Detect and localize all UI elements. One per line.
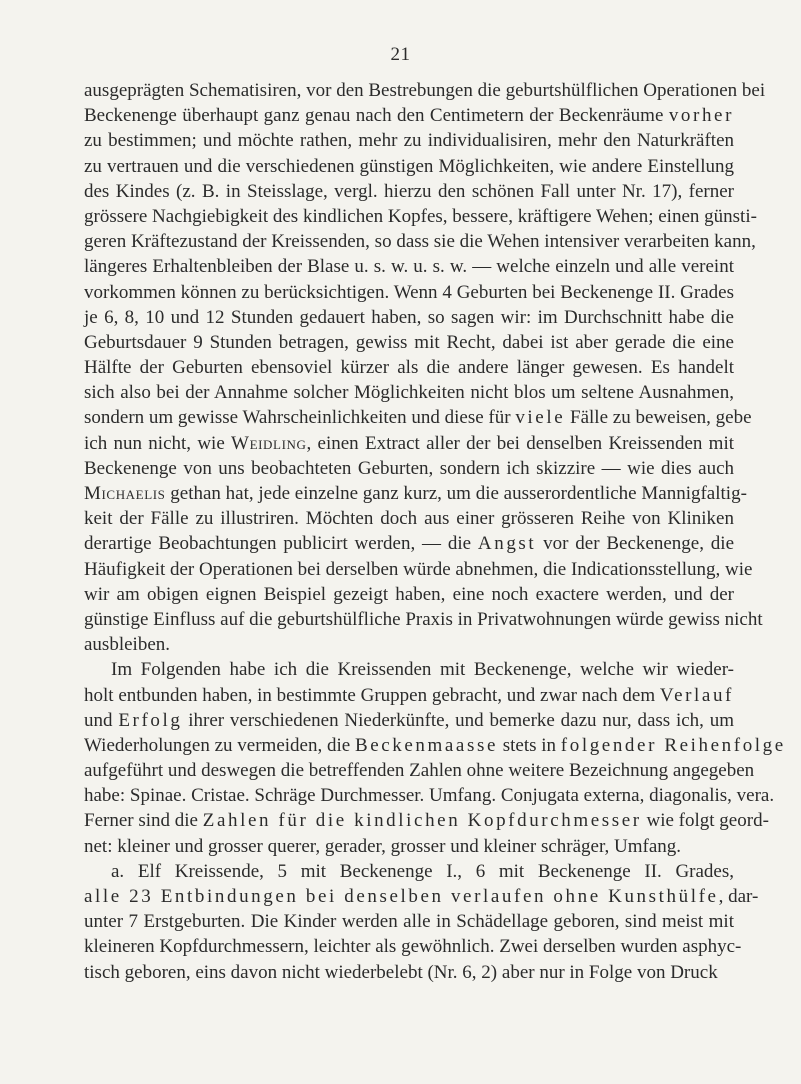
text-line	[84, 204, 757, 229]
text-line	[84, 355, 734, 380]
text-run: je 6, 8, 10 und 12 Stunden gedauert haben, so sagen wir: im Durchschnitt habe die	[84, 306, 734, 328]
text-run: ausbleiben.	[84, 634, 171, 656]
text-run: unter 7 Erstgeburten. Die Kinder werden alle in Schädellage geboren, sind meist mit	[84, 911, 734, 933]
text-line	[84, 557, 753, 582]
emphasized-text: alle 23 Entbindungen bei denselben verlaufen ohne Kunsthülfe	[84, 886, 719, 907]
text-run: keit der Fälle zu illustriren. Möchten doch aus einer grösseren Reihe von Kliniken	[84, 508, 734, 530]
text-line	[84, 229, 756, 254]
text-run: Fälle zu beweisen, gebe	[565, 407, 752, 429]
text-run: a. Elf Kreissende, 5 mit Beckenenge I., 6 mit Beckenenge II. Grades,	[111, 860, 734, 882]
text-run: gethan hat, jede einzelne ganz kurz, um die ausserordentliche Mannigfaltig-	[165, 483, 747, 504]
body-text	[84, 78, 786, 985]
text-run: habe: Spinae. Cristae. Schräge Durchmesser. Umfang. Conjugata externa, diagonalis, vera.	[84, 785, 775, 807]
text-run: Ferner sind die	[84, 810, 203, 832]
text-run: vorkommen können zu berücksichtigen. Wenn 4 Geburten bei Beckenenge II. Grades	[84, 281, 734, 303]
text-line	[84, 103, 734, 128]
text-line	[84, 154, 734, 179]
text-run: zu vertrauen und die verschiedenen günstigen Möglichkeiten, wie andere Einstellung	[84, 155, 734, 177]
emphasized-text: Zahlen für die kindlichen Kopfdurchmesser	[202, 810, 642, 832]
text-run: ihrer verschiedenen Niederkünfte, und bemerke dazu nur, dass ich, um	[182, 709, 735, 731]
text-line	[84, 531, 734, 556]
text-run: Wiederholungen zu vermeiden, die	[84, 734, 355, 756]
text-line	[84, 405, 752, 430]
text-line	[84, 607, 763, 632]
text-line	[84, 909, 734, 934]
page-number: 21	[390, 44, 411, 65]
emphasized-text: Michaelis	[84, 483, 166, 504]
text-run: des Kindes (z. B. in Steisslage, vergl. hierzu den schönen Fall unter Nr. 17), ferner	[84, 180, 734, 202]
text-run: Häufigkeit der Operationen bei derselben würde abnehmen, die Indicationsstellung, wie	[84, 558, 753, 580]
emphasized-text: Angst	[477, 533, 537, 555]
text-run: net: kleiner und grosser querer, gerader, grosser und kleiner schräger, Umfang.	[84, 835, 682, 857]
text-run: sondern um gewisse Wahrscheinlichkeiten und diese für	[84, 407, 516, 429]
text-run: derartige Beobachtungen publicirt werden, — die	[84, 533, 478, 555]
text-run: Geburtsdauer 9 Stunden betragen, gewiss mit Recht, dabei ist aber gerade die eine	[84, 331, 734, 353]
text-run: günstige Einfluss auf die geburtshülfliche Praxis in Privatwohnungen würde gewiss nicht	[84, 608, 763, 630]
text-line	[84, 506, 734, 531]
text-line	[84, 254, 734, 279]
text-run: Hälfte der Geburten ebensoviel kürzer als die andere länger gewesen. Es handelt	[84, 357, 734, 379]
text-run: ausgeprägten Schematisiren, vor den Bestrebungen die geburtshülflichen Operationen bei	[84, 80, 766, 101]
emphasized-text: Erfolg	[118, 709, 183, 731]
text-run: wir am obigen eignen Beispiel gezeigt haben, eine noch exactere werden, und der	[84, 583, 734, 605]
text-run: vor der Beckenenge, die	[536, 533, 735, 555]
paragraph	[84, 859, 759, 985]
text-line	[84, 834, 734, 859]
text-run: und	[84, 709, 119, 731]
emphasized-text: Weidling	[231, 432, 307, 454]
emphasized-text: Beckenmaasse	[354, 734, 498, 756]
text-line	[84, 884, 759, 909]
text-run: zu bestimmen; und möchte rathen, mehr zu individualisiren, mehr den Naturkräften	[84, 130, 734, 152]
text-line	[84, 758, 755, 783]
text-line	[84, 657, 734, 682]
text-line	[84, 305, 734, 330]
text-run: geren Kräftezustand der Kreissenden, so dass sie die Wehen intensiver verarbeiten kann,	[84, 231, 756, 253]
text-line	[84, 179, 734, 204]
text-line	[84, 683, 734, 708]
text-run: holt entbunden haben, in bestimmte Gruppen gebracht, und zwar nach dem	[84, 684, 660, 706]
text-line	[84, 708, 734, 733]
text-line	[84, 808, 769, 833]
emphasized-text: viele	[515, 407, 566, 429]
text-line	[84, 280, 734, 305]
text-line	[84, 859, 734, 884]
text-line	[84, 456, 734, 481]
text-line	[84, 431, 734, 456]
text-line	[84, 78, 766, 103]
text-run: wie folgt geord-	[641, 810, 769, 832]
text-line	[84, 128, 734, 153]
text-run: stets in	[497, 734, 561, 756]
text-line	[84, 481, 747, 506]
text-line	[84, 960, 734, 985]
text-run: sich also bei der Annahme solcher Möglichkeiten nicht blos um seltene Ausnahmen,	[84, 382, 734, 404]
text-run: Beckenenge überhaupt ganz genau nach den Centimetern der Beckenräume	[84, 105, 669, 127]
text-run: ich nun nicht, wie	[84, 432, 232, 454]
text-run: aufgeführt und deswegen die betreffenden Zahlen ohne weitere Bezeichnung angegeben	[84, 760, 755, 782]
paragraph	[84, 78, 766, 657]
text-run: tisch geboren, eins davon nicht wiederbelebt (Nr. 6, 2) aber nur in Folge von Druck	[84, 961, 718, 983]
text-line	[84, 380, 734, 405]
emphasized-text: Verlauf	[659, 684, 734, 706]
text-line	[84, 733, 786, 758]
text-line	[84, 632, 734, 657]
emphasized-text: folgender Reihenfolge	[560, 734, 786, 756]
text-run: längeres Erhaltenbleiben der Blase u. s. w. u. s. w. — welche einzeln und alle vereint	[84, 256, 734, 278]
text-line	[84, 330, 734, 355]
text-line	[84, 783, 775, 808]
text-run: , dar-	[718, 886, 759, 907]
text-run: kleineren Kopfdurchmessern, leichter als gewöhnlich. Zwei derselben wurden asphyc-	[84, 936, 742, 958]
text-line	[84, 582, 734, 607]
text-run: grössere Nachgiebigkeit des kindlichen Kopfes, bessere, kräftigere Wehen; einen günsti-	[84, 205, 757, 227]
paragraph	[84, 657, 786, 859]
text-line	[84, 934, 742, 959]
text-run: Beckenenge von uns beobachteten Geburten, sondern ich skizzire — wie dies auch	[84, 457, 734, 479]
text-run: , einen Extract aller der bei denselben Kreissenden mit	[306, 432, 735, 454]
emphasized-text: vorher	[668, 105, 734, 127]
text-run: Im Folgenden habe ich die Kreissenden mit Beckenenge, welche wir wieder-	[111, 659, 734, 681]
